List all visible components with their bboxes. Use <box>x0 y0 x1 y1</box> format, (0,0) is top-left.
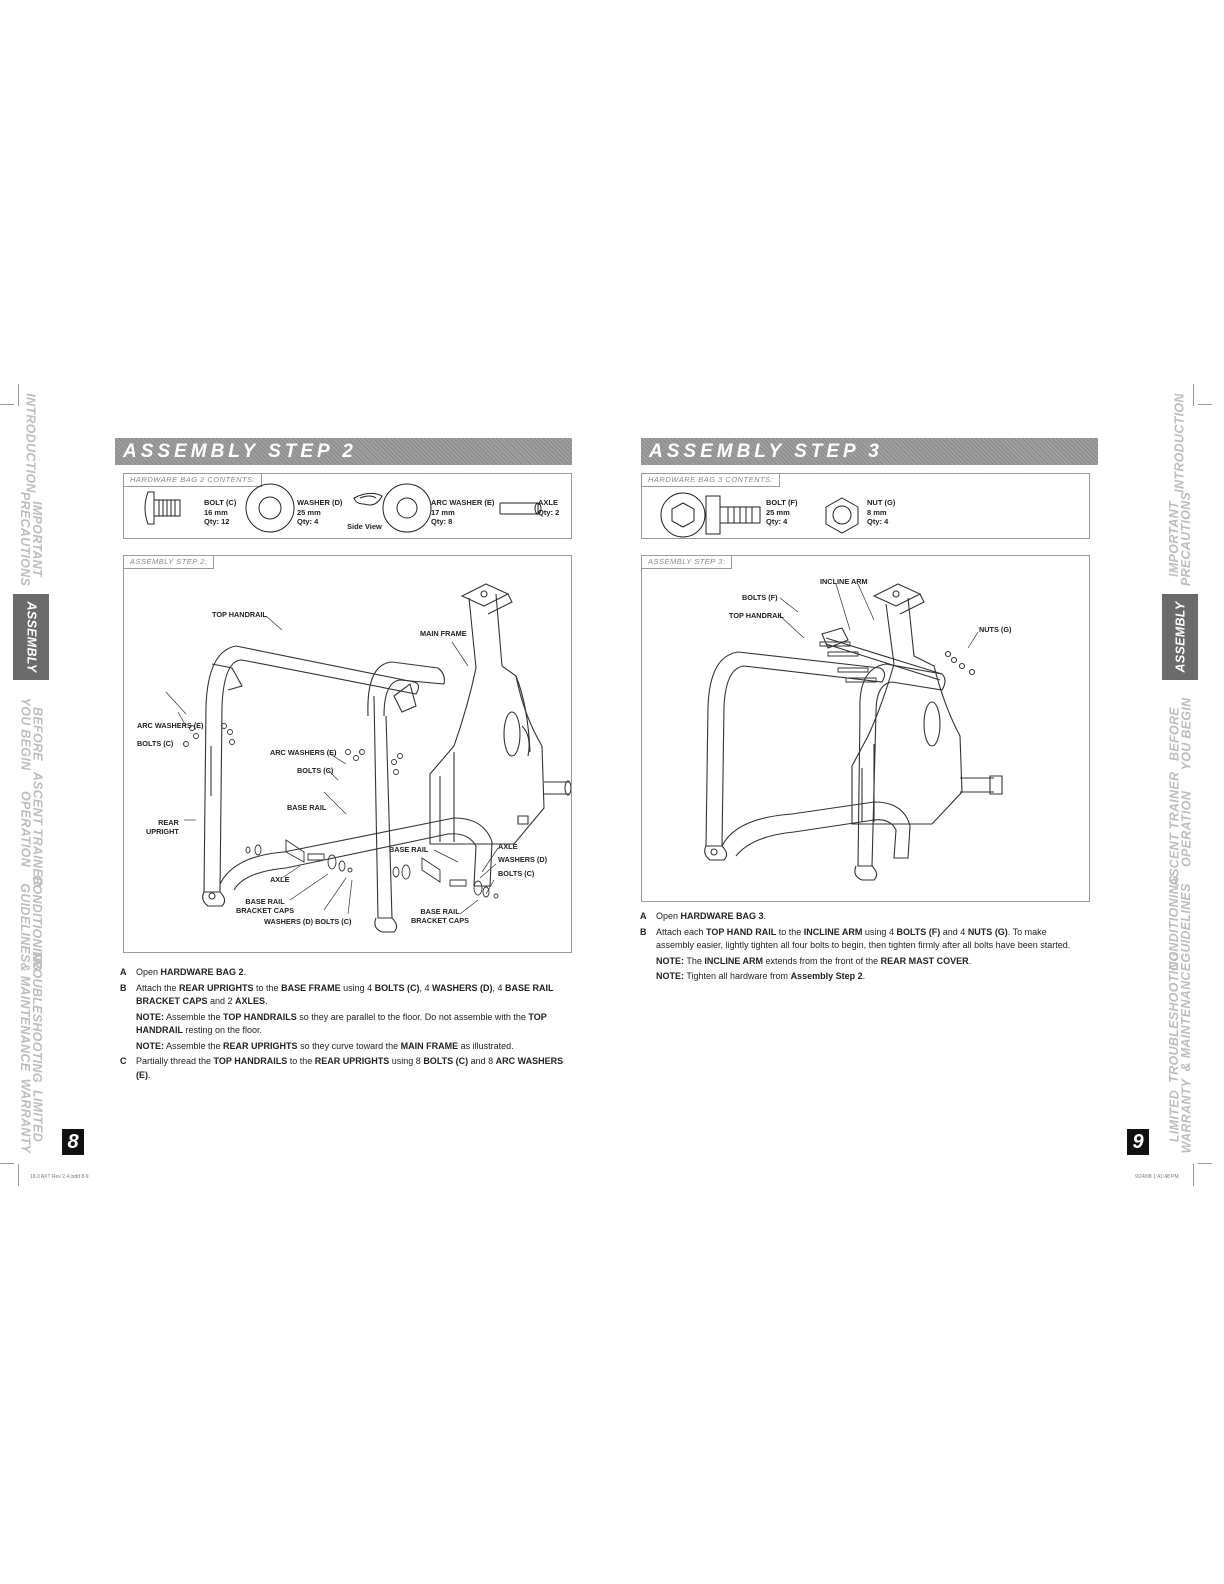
tab-limited-warranty[interactable]: LIMITED WARRANTY <box>1167 1078 1193 1154</box>
rear-upright-drawing <box>203 706 225 906</box>
assembly-diagram-box <box>123 555 572 953</box>
tab-introduction[interactable]: INTRODUCTION <box>24 393 38 493</box>
tab-conditioning-guidelines[interactable]: CONDITIONING GUIDELINES <box>18 875 44 971</box>
diagram-tag: ASSEMBLY STEP 2: <box>123 555 214 569</box>
arc-washer-side-icon <box>354 493 382 505</box>
tab-ascent-trainer-operation[interactable]: ASCENT TRAINER OPERATION <box>18 771 44 887</box>
instruction-note: NOTE: Assemble the TOP HANDRAILS so they are parallel to the floor. Do not assemble with the TOP HANDRAIL resting on the floor. <box>136 1011 547 1035</box>
nut-g-icon <box>826 498 858 533</box>
hardware-tag: HARDWARE BAG 3 CONTENTS: <box>641 473 780 487</box>
tab-assembly[interactable]: ASSEMBLY <box>1162 594 1198 680</box>
crop-mark <box>0 404 14 405</box>
instruction-c: C Partially thread the TOP HANDRAILS to the REAR UPRIGHTS using 8 BOLTS (C) and 8 ARC WASHERS (E). <box>120 1056 564 1080</box>
axle-icon <box>500 503 541 514</box>
tab-limited-warranty[interactable]: LIMITED WARRANTY <box>18 1078 44 1154</box>
hardware-tag: HARDWARE BAG 2 CONTENTS: <box>123 473 262 487</box>
tab-conditioning-guidelines[interactable]: CONDITIONING GUIDELINES <box>1167 875 1193 971</box>
bolt-f-head-icon <box>661 493 705 537</box>
second-handrail-drawing <box>855 664 945 880</box>
label-bolts-f: BOLTS (F) <box>742 593 778 602</box>
tab-assembly[interactable]: ASSEMBLY <box>13 594 49 680</box>
instruction-note: NOTE: The INCLINE ARM extends from the front of the REAR MAST COVER. <box>656 955 972 966</box>
bolt-c-icon <box>145 492 180 524</box>
base-rail-drawing <box>722 802 910 858</box>
base-rail-drawing <box>220 818 492 890</box>
instruction-a: A Open HARDWARE BAG 2. <box>120 967 247 977</box>
label-nuts-g: NUTS (G) <box>979 625 1012 634</box>
bolt-c-spec: BOLT (C) 16 mm Qty: 12 <box>204 498 237 526</box>
diagram-tag: ASSEMBLY STEP 3: <box>641 555 732 569</box>
crop-mark <box>1198 1163 1212 1164</box>
step-header: ASSEMBLY STEP 3 <box>641 438 1098 465</box>
file-footer: 18.0 AXT Rev 2.4.indd 8-9 <box>30 1174 89 1180</box>
label-top-handrail: TOP HANDRAIL <box>729 611 784 620</box>
side-view-label: Side View <box>347 522 382 531</box>
tab-troubleshooting-maintenance[interactable]: TROUBLESHOOTING & MAINTENANCE <box>1167 951 1193 1083</box>
instruction-a: A Open HARDWARE BAG 3. <box>640 911 767 921</box>
label-base-rail: BASE RAIL <box>287 803 327 812</box>
label-washers-bolts: WASHERS (D) BOLTS (C) <box>264 917 352 926</box>
page-number: 8 <box>62 1129 84 1155</box>
label-base-rail: BASE RAIL <box>389 845 429 854</box>
step-3-instructions <box>640 910 1080 986</box>
label-washers-d: WASHERS (D) <box>498 855 548 864</box>
arc-washer-e-spec: ARC WASHER (E) 17 mm Qty: 8 <box>431 498 495 526</box>
washer-d-icon <box>246 484 294 532</box>
bolt-f-icon <box>706 496 760 534</box>
hardware-illustrations <box>642 474 1089 538</box>
crop-mark <box>1198 404 1212 405</box>
main-frame-drawing <box>430 584 571 844</box>
tab-before-you-begin[interactable]: BEFORE YOU BEGIN <box>18 697 45 771</box>
tab-introduction[interactable]: INTRODUCTION <box>1173 393 1187 493</box>
assembly-step-3-illustration <box>642 556 1089 901</box>
instruction-b: B Attach the REAR UPRIGHTS to the BASE FRAME using 4 BOLTS (C), 4 WASHERS (D), 4 BASE RAIL BRACKET CAPS and 2 AXLES. <box>120 982 554 1006</box>
left-section-tabs <box>13 393 49 1170</box>
label-axle: AXLE <box>270 875 290 884</box>
hardware-contents-box <box>641 473 1090 539</box>
crop-mark <box>0 1163 14 1164</box>
label-arc-washers-e: ARC WASHERS (E) <box>137 721 204 730</box>
label-top-handrail: TOP HANDRAIL <box>212 610 267 619</box>
timestamp-footer: 9/24/08 1:41:48 PM <box>1135 1174 1179 1180</box>
washer-d-spec: WASHER (D) 25 mm Qty: 4 <box>297 498 343 526</box>
instruction-note: NOTE: Assemble the REAR UPRIGHTS so they curve toward the MAIN FRAME as illustrated. <box>136 1040 514 1051</box>
axle-spec: AXLE Qty: 2 <box>538 498 560 517</box>
assembly-diagram-box <box>641 555 1090 902</box>
tab-important-precautions[interactable]: IMPORTANT PRECAUTIONS <box>1167 491 1193 587</box>
label-axle: AXLE <box>498 842 518 851</box>
right-section-tabs <box>1162 393 1198 1170</box>
bolt-f-spec: BOLT (F) 25 mm Qty: 4 <box>766 498 798 526</box>
label-rear-upright: REAR UPRIGHT <box>146 818 179 836</box>
top-handrail-drawing <box>206 646 419 706</box>
label-arc-washers-e: ARC WASHERS (E) <box>270 748 337 757</box>
tab-important-precautions[interactable]: IMPORTANT PRECAUTIONS <box>18 491 44 587</box>
nut-g-spec: NUT (G) 8 mm Qty: 4 <box>867 498 896 526</box>
step-header: ASSEMBLY STEP 2 <box>115 438 572 465</box>
label-bolts-c: BOLTS (C) <box>137 739 174 748</box>
tab-troubleshooting-maintenance[interactable]: TROUBLESHOOTING & MAINTENANCE <box>18 951 44 1083</box>
label-bolts-c: BOLTS (C) <box>498 869 535 878</box>
arc-washer-e-icon <box>383 484 431 532</box>
label-base-rail-bracket-caps: BASE RAIL BRACKET CAPS <box>411 907 469 925</box>
step-2-instructions <box>120 966 580 1084</box>
page-number: 9 <box>1127 1129 1149 1155</box>
label-bolts-c: BOLTS (C) <box>297 766 334 775</box>
tab-before-you-begin[interactable]: BEFORE YOU BEGIN <box>1167 697 1194 771</box>
second-handrail-drawing <box>368 662 445 932</box>
assembly-step-2-illustration <box>124 556 571 952</box>
instruction-note: NOTE: Tighten all hardware from Assembly Step 2. <box>656 971 866 981</box>
hardware-contents-box <box>123 473 572 539</box>
label-main-frame: MAIN FRAME <box>420 629 467 638</box>
label-incline-arm: INCLINE ARM <box>820 577 868 586</box>
instruction-b: B Attach each TOP HAND RAIL to the INCLINE ARM using 4 BOLTS (F) and 4 NUTS (G). To make assembly easier, lightly tighten all four bolts to begin, then tighten firmly after all bolts have been started. <box>640 926 1071 950</box>
label-base-rail-bracket-caps: BASE RAIL BRACKET CAPS <box>236 897 294 915</box>
tab-ascent-trainer-operation[interactable]: ASCENT TRAINER OPERATION <box>1167 771 1193 887</box>
